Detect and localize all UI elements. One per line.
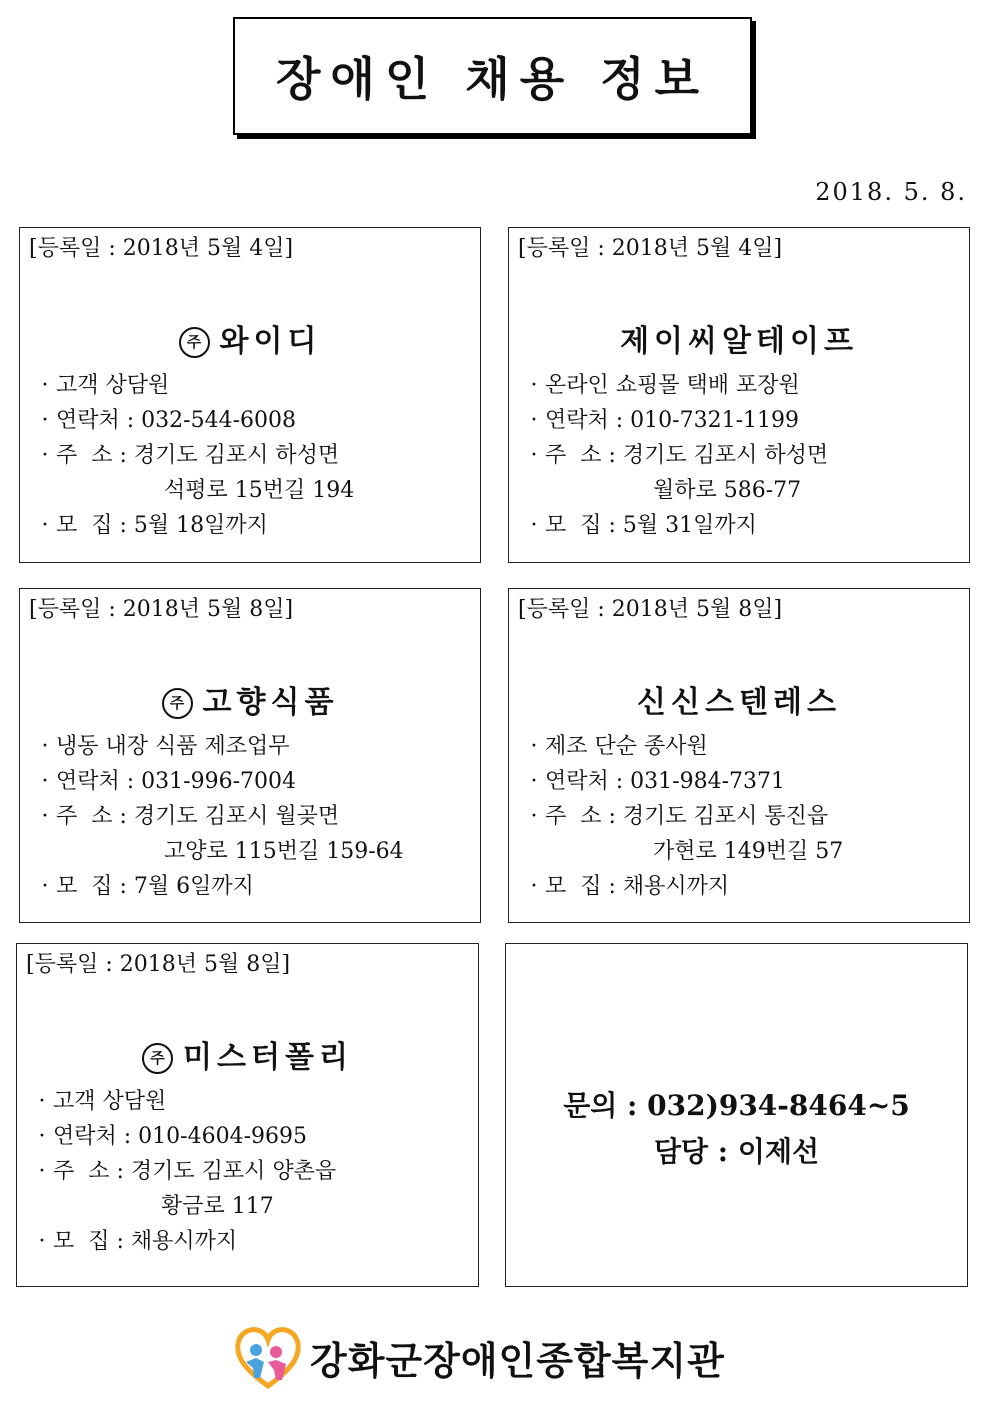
- bullet-icon: ·: [41, 373, 49, 398]
- bullet-icon: ·: [41, 769, 49, 794]
- address-line-2: 황금로 117: [161, 1194, 274, 1219]
- job-title: 냉동 내장 식품 제조업무: [56, 734, 290, 759]
- deadline-label: 모 집 :: [56, 874, 127, 899]
- registration-date: [등록일 : 2018년 5월 8일]: [29, 597, 294, 622]
- deadline: 5월 31일까지: [622, 513, 757, 538]
- contact-label: 연락처 :: [545, 408, 624, 433]
- job-details: [34, 368, 354, 543]
- job-card: [19, 588, 481, 923]
- company-name-text: 와이디: [219, 324, 322, 359]
- corporation-mark-icon: 주: [162, 688, 193, 719]
- deadline-label: 모 집 :: [545, 874, 616, 899]
- bullet-icon: ·: [38, 1159, 46, 1184]
- address-label: 주 소 :: [545, 804, 616, 829]
- contact-phone: 032-544-6008: [141, 408, 297, 433]
- address-line-1: 경기도 김포시 양촌읍: [130, 1159, 337, 1184]
- deadline-label: 모 집 :: [53, 1229, 124, 1254]
- job-card: [508, 227, 970, 563]
- document-date: 2018. 5. 8.: [815, 178, 967, 206]
- contact-phone: 010-4604-9695: [138, 1124, 308, 1149]
- corporation-mark-icon: 주: [142, 1043, 173, 1074]
- address-line-2: 석평로 15번길 194: [164, 478, 355, 503]
- inquiry-box: [505, 943, 968, 1287]
- inquiry-manager: 이제선: [737, 1135, 820, 1168]
- registration-date: [등록일 : 2018년 5월 8일]: [26, 952, 291, 977]
- address-line-2: 월하로 586-77: [653, 478, 802, 503]
- company-name: [20, 677, 480, 721]
- address-line-2: 가현로 149번길 57: [653, 839, 844, 864]
- title-box: [233, 17, 752, 135]
- deadline: 5월 18일까지: [133, 513, 268, 538]
- bullet-icon: ·: [530, 443, 538, 468]
- address-label: 주 소 :: [56, 443, 127, 468]
- inquiry-manager-line: [506, 1130, 967, 1170]
- registration-date: [등록일 : 2018년 5월 4일]: [518, 236, 783, 261]
- company-name: [17, 1032, 478, 1076]
- deadline: 채용시까지: [622, 874, 730, 899]
- contact-label: 연락처 :: [545, 769, 624, 794]
- address-line-1: 경기도 김포시 월곶면: [133, 804, 340, 829]
- bullet-icon: ·: [41, 513, 49, 538]
- heart-people-logo-icon: [232, 1322, 304, 1392]
- contact-label: 연락처 :: [53, 1124, 132, 1149]
- address-label: 주 소 :: [53, 1159, 124, 1184]
- page-title: 장애인 채용 정보: [275, 52, 710, 106]
- job-details: [31, 1084, 336, 1259]
- job-details: [523, 368, 828, 543]
- inquiry-manager-label: 담당 :: [653, 1135, 729, 1168]
- job-title: 고객 상담원: [56, 373, 170, 398]
- inquiry-phone: 032)934-8464~5: [647, 1089, 910, 1122]
- deadline-label: 모 집 :: [56, 513, 127, 538]
- address-line-1: 경기도 김포시 하성면: [133, 443, 340, 468]
- bullet-icon: ·: [530, 769, 538, 794]
- deadline-label: 모 집 :: [545, 513, 616, 538]
- address-line-1: 경기도 김포시 하성면: [622, 443, 829, 468]
- bullet-icon: ·: [38, 1089, 46, 1114]
- inquiry-phone-label: 문의 :: [563, 1089, 638, 1122]
- company-name-text: 신신스텐레스: [637, 685, 841, 720]
- company-name: [20, 316, 480, 360]
- bullet-icon: ·: [41, 408, 49, 433]
- bullet-icon: ·: [41, 734, 49, 759]
- job-title: 제조 단순 종사원: [545, 734, 708, 759]
- contact-phone: 031-996-7004: [141, 769, 297, 794]
- address-line-1: 경기도 김포시 통진읍: [622, 804, 829, 829]
- bullet-icon: ·: [530, 373, 538, 398]
- bullet-icon: ·: [41, 874, 49, 899]
- job-card: [508, 588, 970, 923]
- address-label: 주 소 :: [56, 804, 127, 829]
- bullet-icon: ·: [41, 804, 49, 829]
- job-title: 온라인 쇼핑몰 택배 포장원: [545, 373, 800, 398]
- inquiry-phone-line: [506, 1084, 967, 1124]
- bullet-icon: ·: [530, 734, 538, 759]
- bullet-icon: ·: [530, 874, 538, 899]
- contact-label: 연락처 :: [56, 769, 135, 794]
- company-name-text: 제이씨알테이프: [620, 324, 858, 359]
- registration-date: [등록일 : 2018년 5월 4일]: [29, 236, 294, 261]
- bullet-icon: ·: [530, 804, 538, 829]
- address-line-2: 고양로 115번길 159-64: [164, 839, 404, 864]
- contact-phone: 010-7321-1199: [630, 408, 800, 433]
- company-name-text: 고향식품: [202, 685, 339, 720]
- organization-footer: [232, 1322, 725, 1392]
- registration-date: [등록일 : 2018년 5월 8일]: [518, 597, 783, 622]
- bullet-icon: ·: [530, 408, 538, 433]
- company-name-text: 미스터폴리: [183, 1040, 353, 1075]
- corporation-mark-icon: 주: [179, 327, 210, 358]
- deadline: 7월 6일까지: [133, 874, 254, 899]
- contact-phone: 031-984-7371: [630, 769, 786, 794]
- deadline: 채용시까지: [130, 1229, 238, 1254]
- address-label: 주 소 :: [545, 443, 616, 468]
- organization-name: 강화군장애인종합복지관: [310, 1338, 725, 1383]
- job-details: [34, 729, 404, 904]
- job-title: 고객 상담원: [53, 1089, 167, 1114]
- job-card: [16, 943, 479, 1287]
- bullet-icon: ·: [530, 513, 538, 538]
- bullet-icon: ·: [41, 443, 49, 468]
- company-name: [509, 677, 969, 721]
- company-name: [509, 316, 969, 360]
- job-card: [19, 227, 481, 563]
- job-details: [523, 729, 843, 904]
- bullet-icon: ·: [38, 1229, 46, 1254]
- bullet-icon: ·: [38, 1124, 46, 1149]
- contact-label: 연락처 :: [56, 408, 135, 433]
